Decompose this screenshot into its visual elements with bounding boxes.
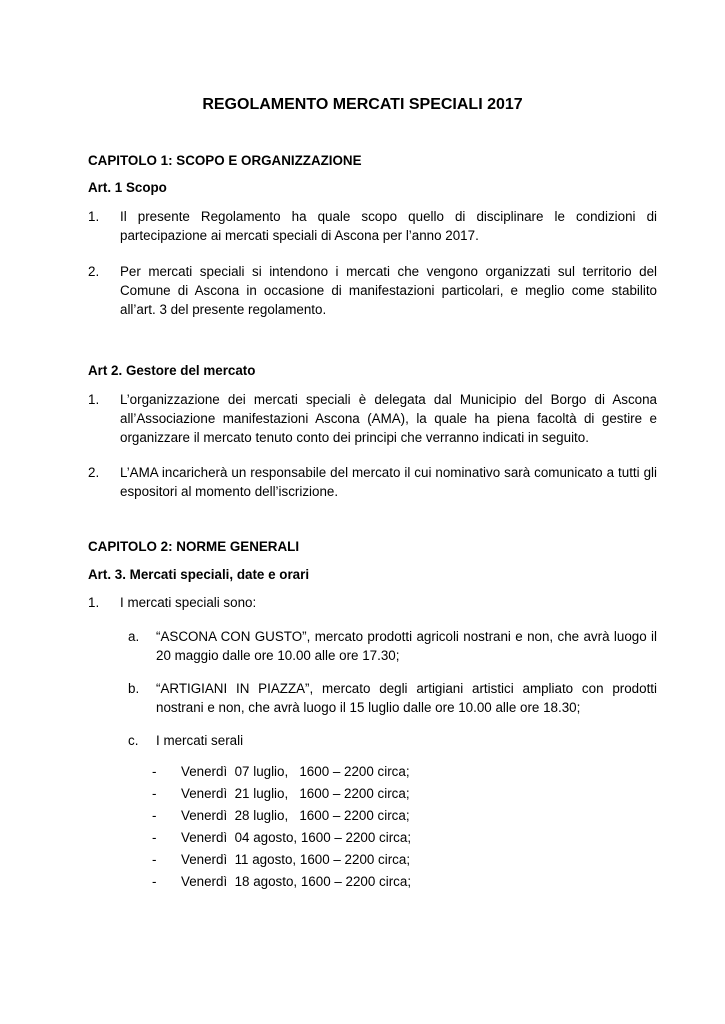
art-3-heading: Art. 3. Mercati speciali, date e orari — [88, 567, 310, 582]
evening-market-dash: - — [152, 852, 157, 867]
art-1-item-1-number: 1. — [88, 209, 100, 224]
chapter-2-heading: CAPITOLO 2: NORME GENERALI — [88, 539, 300, 554]
evening-market-date: Venerdì 07 luglio, 1600 – 2200 circa; — [181, 764, 410, 779]
art-2-item-1-text: L’organizzazione dei mercati speciali è delegata dal Municipio del Borgo di Ascona all’Associazione manifestazioni Ascona (AMA), la quale ha piena facoltà di gestire e organizzare il mercato tenuto conto dei principi che verranno indicati in seguito. — [120, 392, 657, 445]
evening-market-dash: - — [152, 764, 157, 779]
evening-market-dash: - — [152, 874, 157, 889]
market-b-letter: b. — [128, 681, 140, 696]
chapter-1-heading: CAPITOLO 1: SCOPO E ORGANIZZAZIONE — [88, 153, 362, 168]
market-c-letter: c. — [128, 733, 139, 748]
evening-market-date: Venerdì 28 luglio, 1600 – 2200 circa; — [181, 808, 410, 823]
market-a-letter: a. — [128, 629, 140, 644]
art-2-item-2-number: 2. — [88, 465, 100, 480]
evening-market-dash: - — [152, 830, 157, 845]
art-2-heading: Art 2. Gestore del mercato — [88, 363, 256, 378]
market-c-text: I mercati serali — [156, 733, 244, 748]
art-2-item-1-number: 1. — [88, 392, 100, 407]
art-3-item-1-number: 1. — [88, 595, 100, 610]
evening-market-date: Venerdì 04 agosto, 1600 – 2200 circa; — [181, 830, 412, 845]
art-3-item-1-text: I mercati speciali sono: — [120, 595, 257, 610]
evening-market-date: Venerdì 18 agosto, 1600 – 2200 circa; — [181, 874, 412, 889]
art-1-heading: Art. 1 Scopo — [88, 180, 167, 195]
market-a-text: “ASCONA CON GUSTO”, mercato prodotti agricoli nostrani e non, che avrà luogo il 20 maggio dalle ore 10.00 alle ore 17.30; — [156, 629, 657, 663]
evening-market-date: Venerdì 11 agosto, 1600 – 2200 circa; — [181, 852, 411, 867]
market-b-text: “ARTIGIANI IN PIAZZA”, mercato degli artigiani artistici ampliato con prodotti nostrani e non, che avrà luogo il 15 luglio dalle ore 10.00 alle ore 18.30; — [156, 681, 657, 715]
art-2-item-2-text: L’AMA incaricherà un responsabile del mercato il cui nominativo sarà comunicato a tutti gli espositori al momento dell’iscrizione. — [120, 465, 657, 499]
evening-market-dash: - — [152, 808, 157, 823]
art-1-item-1-text: Il presente Regolamento ha quale scopo quello di disciplinare le condizioni di partecipazione ai mercati speciali di Ascona per l’anno 2017. — [120, 209, 657, 243]
art-1-item-2-text: Per mercati speciali si intendono i mercati che vengono organizzati sul territorio del Comune di Ascona in occasione di manifestazioni particolari, e meglio come stabilito all’art. 3 del presente regolamento. — [120, 264, 657, 317]
document-title: REGOLAMENTO MERCATI SPECIALI 2017 — [202, 96, 523, 113]
evening-market-date: Venerdì 21 luglio, 1600 – 2200 circa; — [181, 786, 410, 801]
evening-market-dash: - — [152, 786, 157, 801]
art-1-item-2-number: 2. — [88, 264, 100, 279]
